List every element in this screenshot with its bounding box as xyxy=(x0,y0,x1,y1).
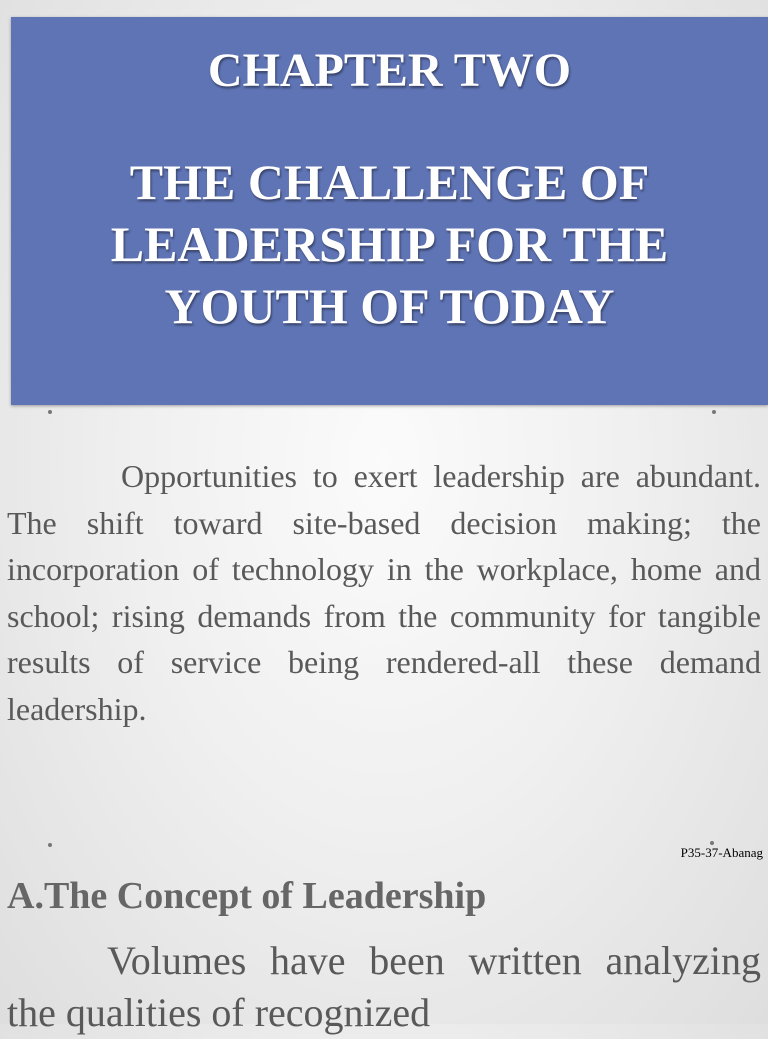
section-heading: A.The Concept of Leadership xyxy=(7,875,487,917)
bullet-dot xyxy=(712,410,716,414)
bullet-dot xyxy=(48,843,52,847)
chapter-label: CHAPTER TWO xyxy=(207,44,572,97)
page-reference: P35-37-Abanag xyxy=(680,845,763,860)
chapter-title-line: YOUTH OF TODAY xyxy=(164,278,615,334)
chapter-title xyxy=(11,151,768,337)
chapter-title-line: THE CHALLENGE OF xyxy=(129,154,650,210)
intro-paragraph: Opportunities to exert leadership are abundant. The shift toward site-based decision making; the incorporation of technology in the workplace, home and school; rising demands from the community for tangible results of service being rendered-all these demand leadership. xyxy=(7,458,761,727)
title-box xyxy=(11,17,768,405)
section-paragraph: Volumes have been written analyzing the qualities of recognized xyxy=(7,938,761,1035)
chapter-title-line: LEADERSHIP FOR THE xyxy=(110,216,669,272)
bullet-dot xyxy=(48,410,52,414)
